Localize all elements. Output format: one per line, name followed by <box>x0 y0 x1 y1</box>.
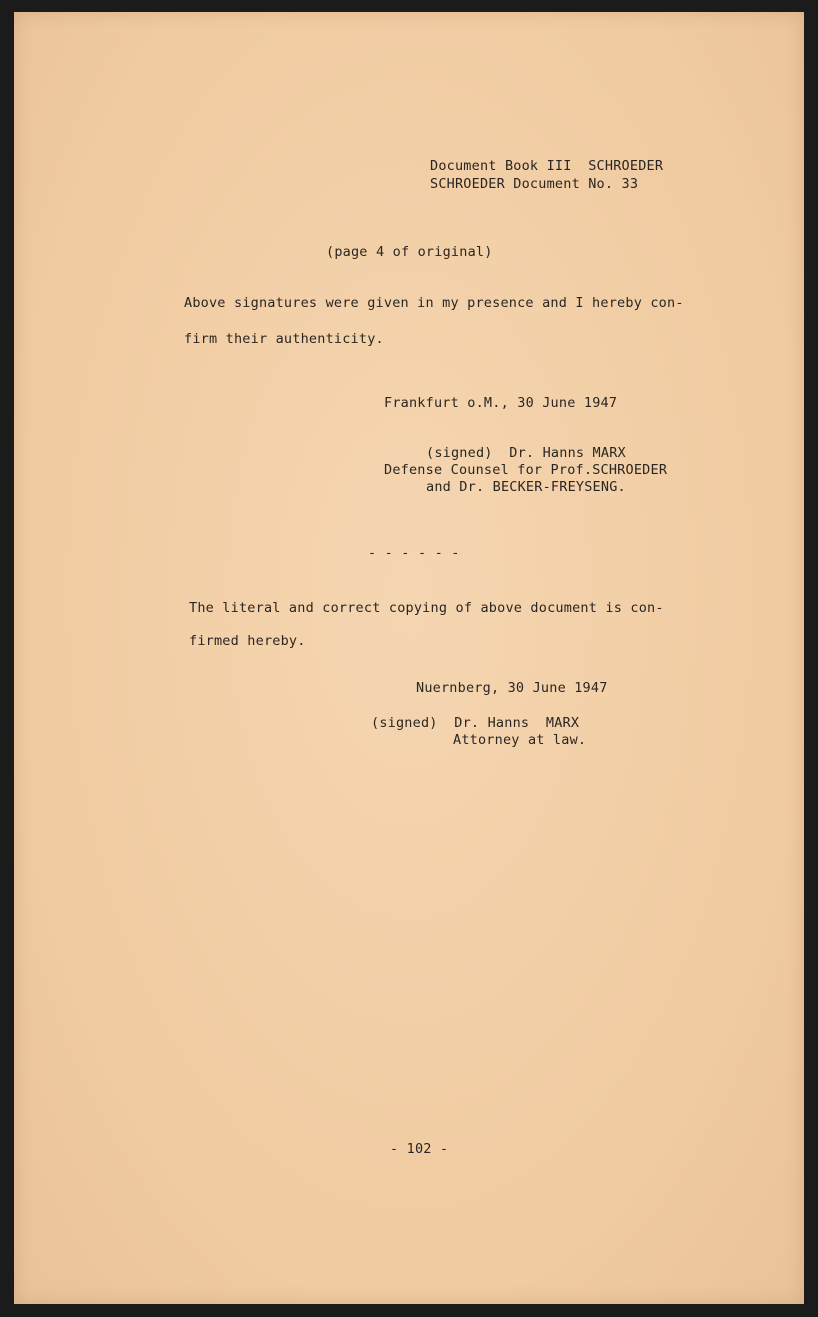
certification-text-line1: The literal and correct copying of above document is con- <box>189 600 664 616</box>
document-page <box>14 12 804 1304</box>
document-number: SCHROEDER Document No. 33 <box>430 176 639 192</box>
signature-block-line1: (signed) Dr. Hanns MARX <box>426 445 626 461</box>
separator-dashes: - - - - - - <box>368 545 460 561</box>
signature-block-line2: Defense Counsel for Prof.SCHROEDER <box>384 462 668 478</box>
authenticity-text-line1: Above signatures were given in my presence and I hereby con- <box>184 295 684 311</box>
place-date-nuernberg: Nuernberg, 30 June 1947 <box>416 680 608 696</box>
page-number: - 102 - <box>390 1141 449 1157</box>
document-book-reference: Document Book III SCHROEDER <box>430 158 664 174</box>
authenticity-text-line2: firm their authenticity. <box>184 331 384 347</box>
attorney-signature-line2: Attorney at law. <box>453 732 587 748</box>
page-of-original: (page 4 of original) <box>326 244 493 260</box>
signature-block-line3: and Dr. BECKER-FREYSENG. <box>426 479 626 495</box>
place-date-frankfurt: Frankfurt o.M., 30 June 1947 <box>384 395 618 411</box>
certification-text-line2: firmed hereby. <box>189 633 306 649</box>
attorney-signature-line1: (signed) Dr. Hanns MARX <box>371 715 580 731</box>
